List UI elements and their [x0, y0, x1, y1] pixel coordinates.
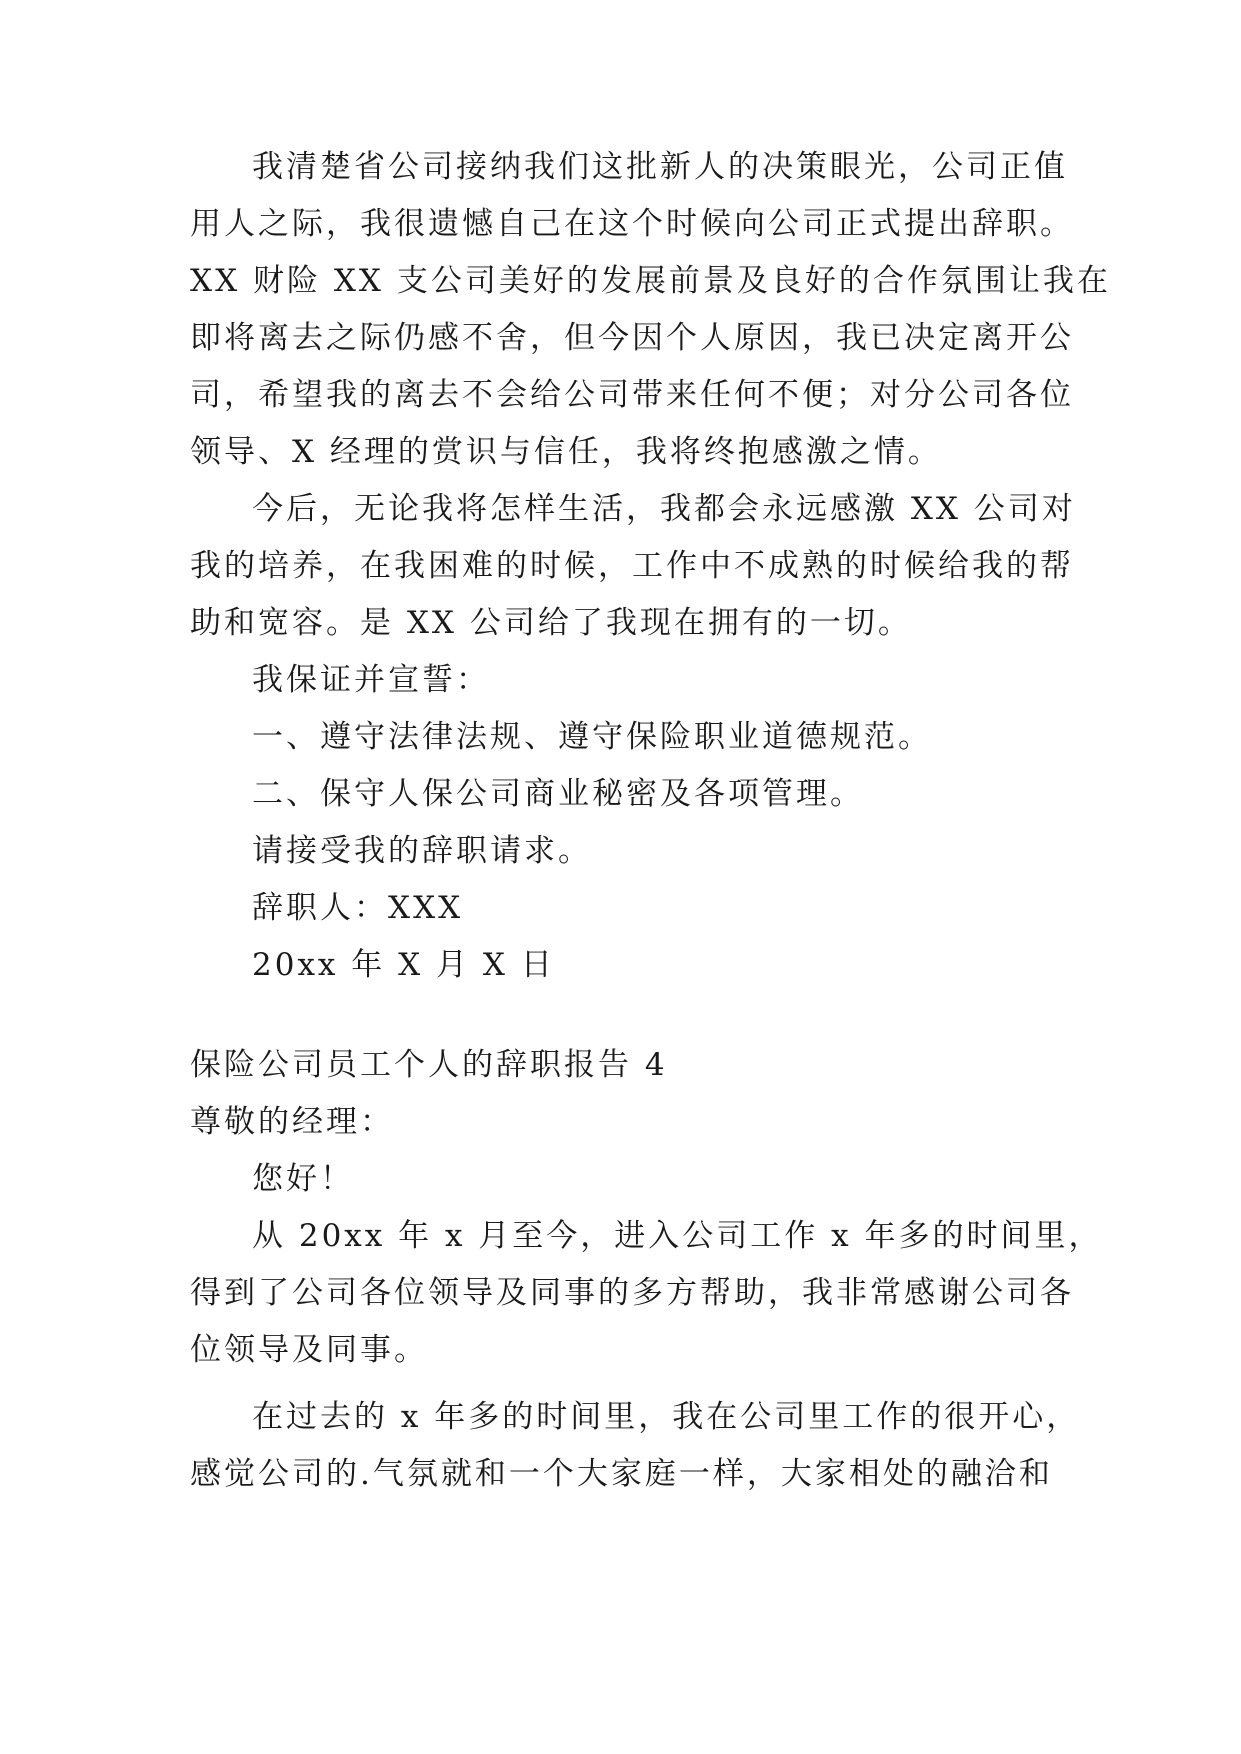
paragraph-line: 我清楚省公司接纳我们这批新人的决策眼光，公司正值	[252, 149, 1068, 185]
paragraph-line: 位领导及同事。	[190, 1332, 428, 1368]
salutation: 尊敬的经理：	[190, 1104, 394, 1140]
pledge-item: 二、保守人保公司商业秘密及各项管理。	[252, 776, 864, 812]
greeting: 您好！	[252, 1161, 354, 1197]
paragraph-line: 司，希望我的离去不会给公司带来任何不便；对分公司各位	[190, 377, 1074, 413]
pledge-item: 一、遵守法律法规、遵守保险职业道德规范。	[252, 719, 932, 755]
paragraph-line: 感觉公司的.气氛就和一个大家庭一样，大家相处的融洽和	[190, 1456, 1053, 1492]
paragraph-line: 在过去的 x 年多的时间里，我在公司里工作的很开心，	[252, 1399, 1081, 1435]
paragraph-line: 今后，无论我将怎样生活，我都会永远感激 XX 公司对	[252, 491, 1076, 527]
paragraph-line: 领导、X 经理的赏识与信任，我将终抱感激之情。	[190, 434, 942, 470]
paragraph-line: 从 20xx 年 x 月至今，进入公司工作 x 年多的时间里，	[252, 1218, 1103, 1254]
paragraph-line: 用人之际，我很遗憾自己在这个时候向公司正式提出辞职。	[190, 206, 1074, 242]
signer: 辞职人：XXX	[252, 890, 464, 926]
paragraph-line: 我的培养，在我困难的时候，工作中不成熟的时候给我的帮	[190, 548, 1074, 584]
date: 20xx 年 X 月 X 日	[252, 947, 555, 983]
pledge-intro: 我保证并宣誓：	[252, 662, 490, 698]
paragraph-line: 即将离去之际仍感不舍，但今因个人原因，我已决定离开公	[190, 320, 1074, 356]
paragraph-line: 助和宽容。是 XX 公司给了我现在拥有的一切。	[190, 605, 912, 641]
paragraph-line: 得到了公司各位领导及同事的多方帮助，我非常感谢公司各	[190, 1275, 1074, 1311]
resignation-request: 请接受我的辞职请求。	[252, 833, 592, 869]
section-title: 保险公司员工个人的辞职报告 4	[190, 1047, 668, 1083]
paragraph-line: XX 财险 XX 支公司美好的发展前景及良好的合作氛围让我在	[190, 263, 1111, 299]
